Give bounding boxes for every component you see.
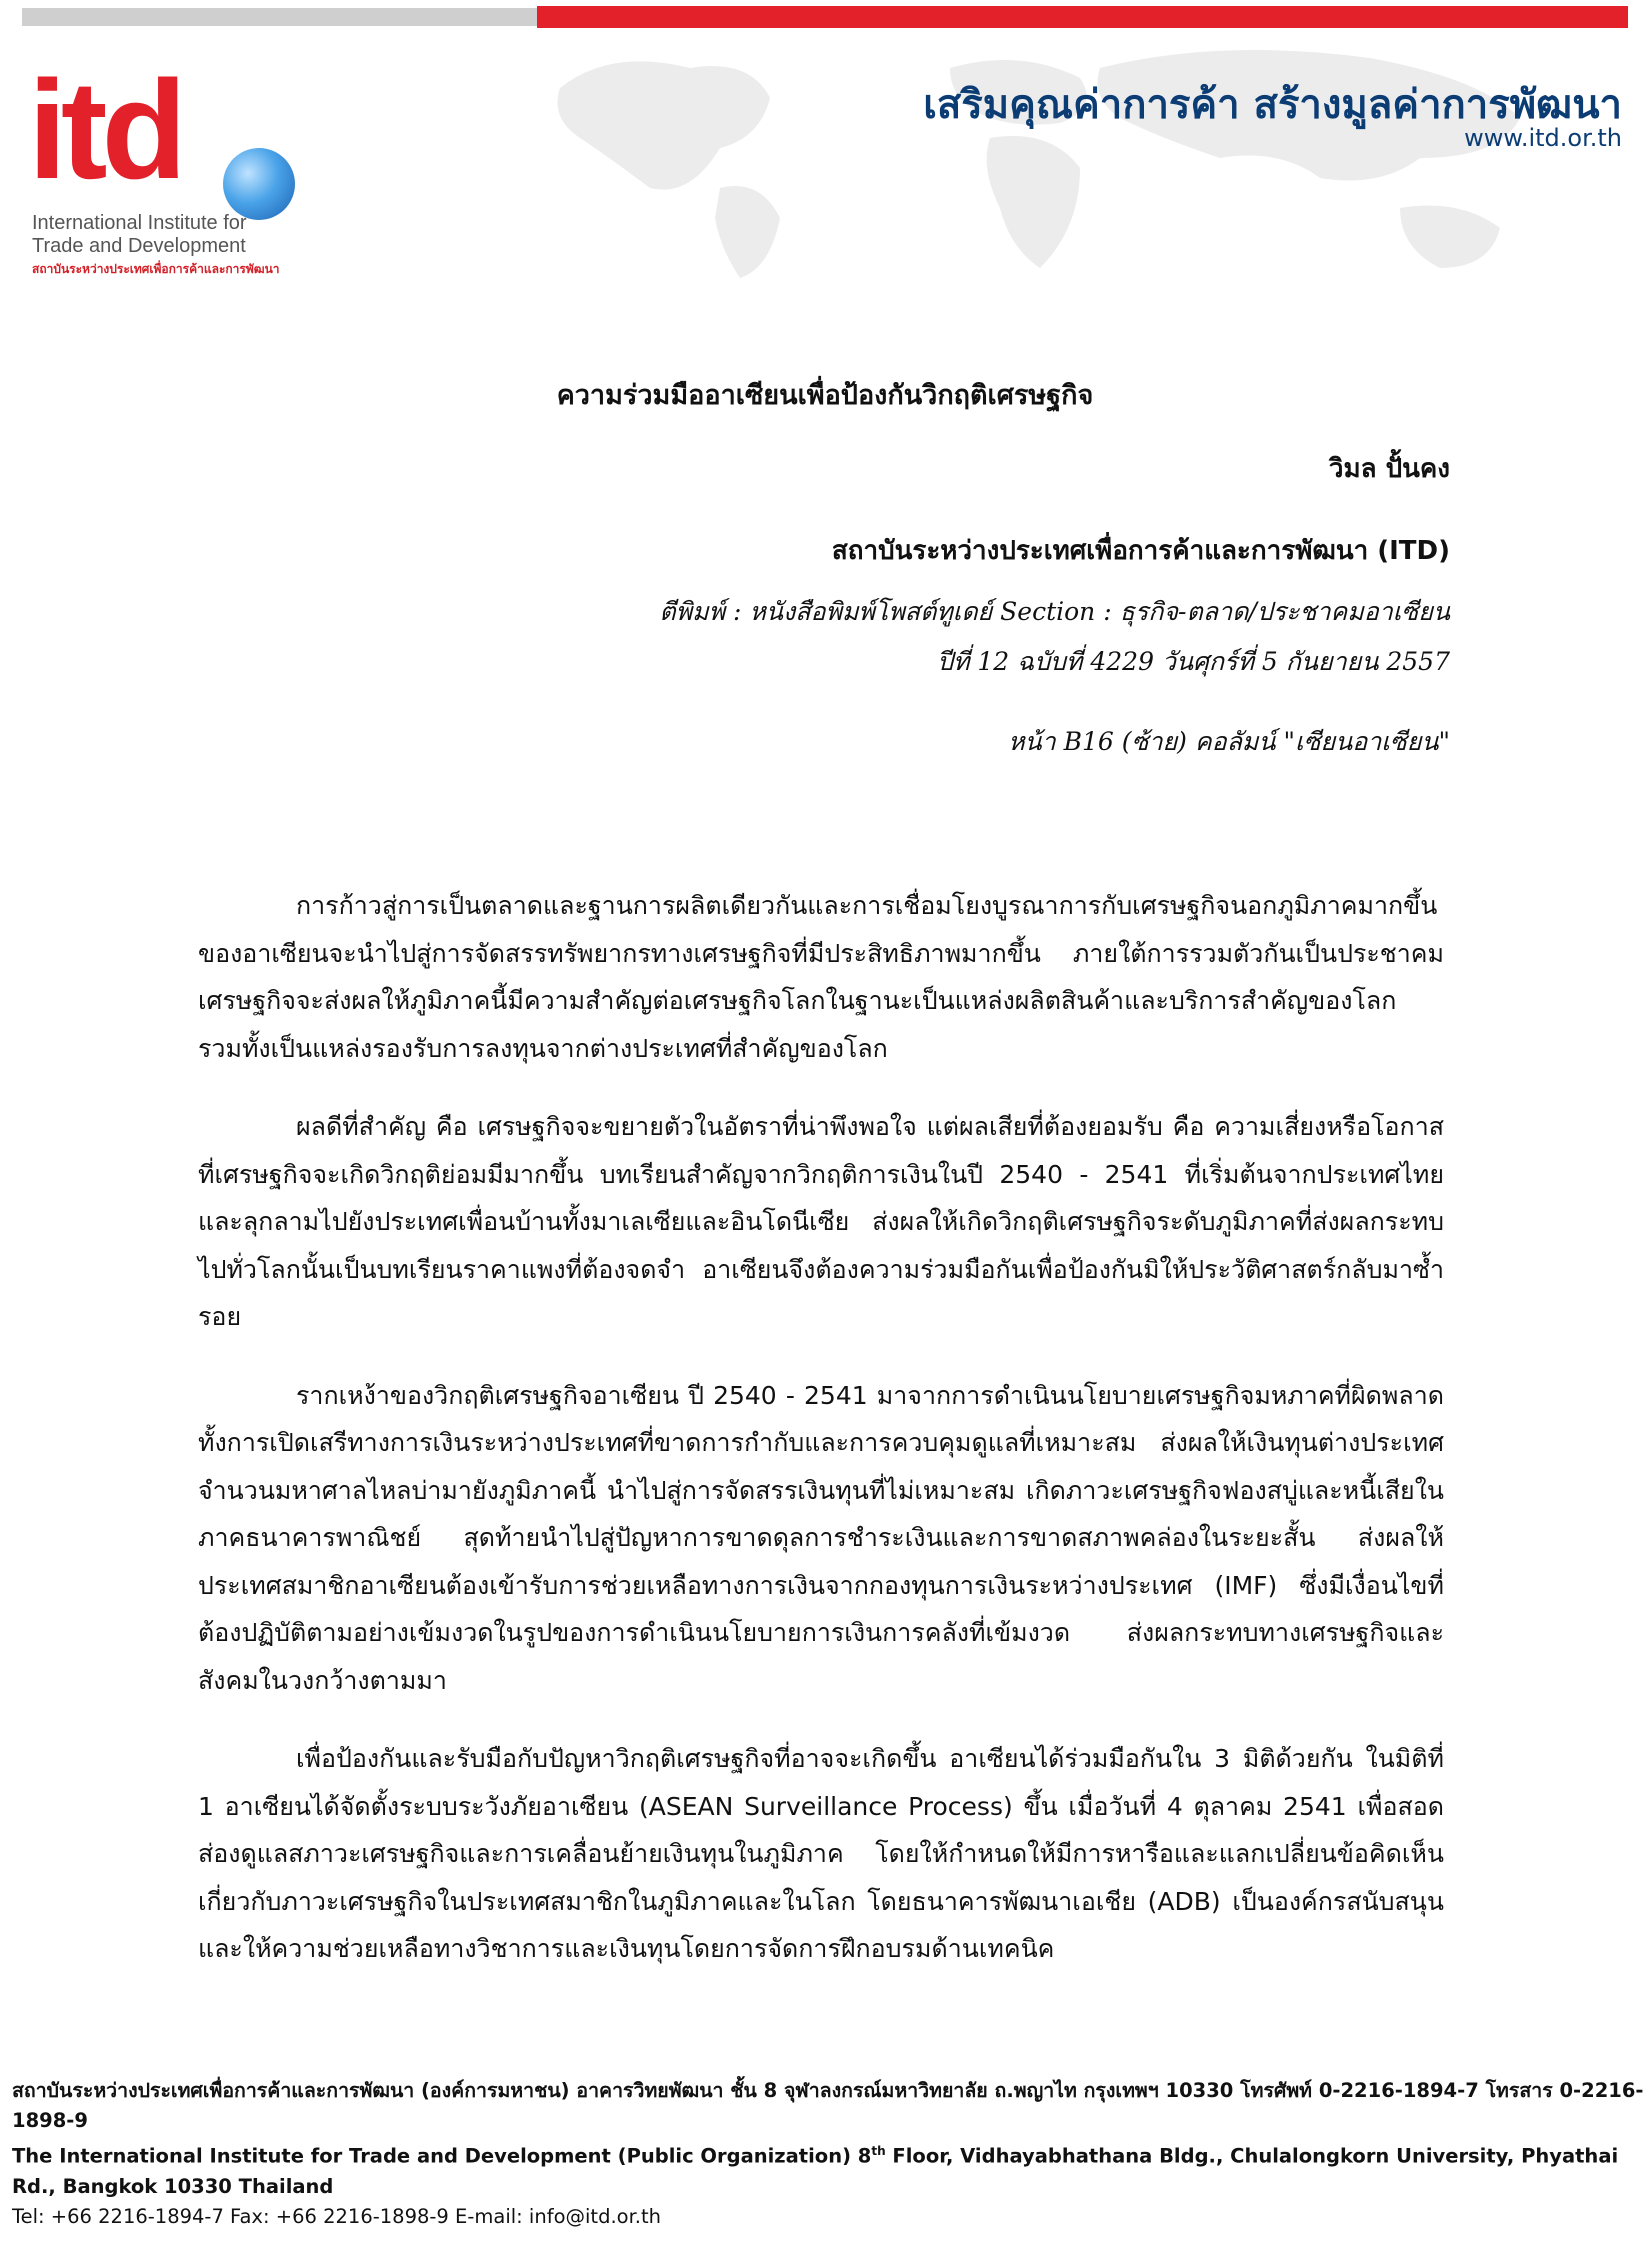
page-footer bbox=[12, 2076, 1650, 2232]
publication-line-2: ปีที่ 12 ฉบับที่ 4229 วันศุกร์ที่ 5 กันยายน 2557 bbox=[937, 647, 1450, 676]
article-title: ความร่วมมืออาเซียนเพื่อป้องกันวิกฤติเศรษฐกิจ bbox=[556, 380, 1094, 411]
header-red-bar bbox=[537, 6, 1628, 28]
paragraph: รากเหง้าของวิกฤติเศรษฐกิจอาเซียน ปี 2540 - 2541 มาจากการดำเนินนโยบายเศรษฐกิจมหภาคที่ผิดพลาด ทั้งการเปิดเสรีทางการเงินระหว่างประเทศที่ขาดการกำกับและการควบคุมดูแลที่เหมาะสม ส่งผลให้เงินทุนต่างประเทศจำนวนมหาศาลไหลบ่ามายังภูมิภาคนี้ นำไปสู่การจัดสรรเงินทุนที่ไม่เหมาะสม เกิดภาวะเศรษฐกิจฟองสบู่และหนี้เสียในภาคธนาคารพาณิชย์ สุดท้ายนำไปสู่ปัญหาการขาดดุลการชำระเงินและการขาดสภาพคล่องในระยะสั้น ส่งผลให้ประเทศสมาชิกอาเซียนต้องเข้ารับการช่วยเหลือทางการเงินจากกองทุนการเงินระหว่างประเทศ (IMF) ซึ่งมีเงื่อนไขที่ต้องปฏิบัติตามอย่างเข้มงวดในรูปของการดำเนินนโยบายการเงินการคลังที่เข้มงวด ส่งผลกระทบทางเศรษฐกิจและสังคมในวงกว้างตามมา bbox=[198, 1380, 1444, 1695]
paragraph: ผลดีที่สำคัญ คือ เศรษฐกิจจะขยายตัวในอัตราที่น่าพึงพอใจ แต่ผลเสียที่ต้องยอมรับ คือ ความเสี่ยงหรือโอกาสที่เศรษฐกิจจะเกิดวิกฤติย่อมมีมากขึ้น บทเรียนสำคัญจากวิกฤติการเงินในปี 2540 - 2541 ที่เริ่มต้นจากประเทศไทยและลุกลามไปยังประเทศเพื่อนบ้านทั้งมาเลเซียและอินโดนีเซีย ส่งผลให้เกิดวิกฤติเศรษฐกิจระดับภูมิภาคที่ส่งผลกระทบไปทั่วโลกนั้นเป็นบทเรียนราคาแพงที่ต้องจดจำ อาเซียนจึงต้องความร่วมมือกันเพื่อป้องกันมิให้ประวัติศาสตร์กลับมาซ้ำรอย bbox=[198, 1112, 1444, 1331]
logo-subtitle-en-2: Trade and Development bbox=[32, 235, 246, 257]
header-slogan: เสริมคุณค่าการค้า สร้างมูลค่าการพัฒนา bbox=[923, 82, 1622, 128]
globe-icon bbox=[223, 148, 295, 220]
logo-subtitle-en-1: International Institute for bbox=[32, 212, 247, 234]
logo-wordmark: itd bbox=[28, 51, 182, 208]
paragraph: เพื่อป้องกันและรับมือกับปัญหาวิกฤติเศรษฐกิจที่อาจจะเกิดขึ้น อาเซียนได้ร่วมมือกันใน 3 มิติด้วยกัน ในมิติที่ 1 อาเซียนได้จัดตั้งระบบระวังภัยอาเซียน (ASEAN Surveillance Process) ขึ้น เมื่อวันที่ 4 ตุลาคม 2541 เพื่อสอดส่องดูแลสภาวะเศรษฐกิจและการเคลื่อนย้ายเงินทุนในภูมิภาค โดยให้กำหนดให้มีการหารือและแลกเปลี่ยนข้อคิดเห็นเกี่ยวกับภาวะเศรษฐกิจในประเทศสมาชิกในภูมิภาคและในโลก โดยธนาคารพัฒนาเอเชีย (ADB) เป็นองค์กรสนับสนุนและให้ความช่วยเหลือทางวิชาการและเงินทุนโดยการจัดการฝึกอบรมด้านเทคนิค bbox=[198, 1744, 1444, 1963]
footer-address-th: สถาบันระหว่างประเทศเพื่อการค้าและการพัฒนา (องค์การมหาชน) อาคารวิทยพัฒนา ชั้น 8 จุฬาลงกรณ์มหาวิทยาลัย ถ.พญาไท กรุงเทพฯ 10330 โทรศัพท์ 0-2216-1894-7 โทรสาร 0-2216-1898-9 bbox=[12, 2079, 1644, 2132]
article-affiliation: สถาบันระหว่างประเทศเพื่อการค้าและการพัฒนา (ITD) bbox=[831, 536, 1450, 566]
header-website: www.itd.or.th bbox=[1464, 124, 1622, 152]
article-body bbox=[198, 882, 1444, 2004]
publication-line-3: หน้า B16 (ซ้าย) คอลัมน์ "เซียนอาเซียน" bbox=[1008, 727, 1450, 756]
world-map-watermark bbox=[520, 28, 1620, 288]
publication-line-1: ตีพิมพ์ : หนังสือพิมพ์โพสต์ทูเดย์ Section : ธุรกิจ-ตลาด/ประชาคมอาเซียน bbox=[659, 597, 1450, 626]
footer-contact: Tel: +66 2216-1894-7 Fax: +66 2216-1898-9 E-mail: info@itd.or.th bbox=[12, 2204, 662, 2228]
footer-address-en: The International Institute for Trade and Development (Public Organization) 8th Floor, Vidhayabhathana Bldg., Chulalongkorn University, Phyathai Rd., Bangkok 10330 Thailand bbox=[12, 2144, 1619, 2198]
article-author: วิมล ปั้นคง bbox=[1328, 454, 1450, 484]
itd-logo bbox=[28, 51, 298, 280]
paragraph: การก้าวสู่การเป็นตลาดและฐานการผลิตเดียวกันและการเชื่อมโยงบูรณาการกับเศรษฐกิจนอกภูมิภาคมากขึ้นของอาเซียนจะนำไปสู่การจัดสรรทรัพยากรทางเศรษฐกิจที่มีประสิทธิภาพมากขึ้น ภายใต้การรวมตัวกันเป็นประชาคมเศรษฐกิจจะส่งผลให้ภูมิภาคนี้มีความสำคัญต่อเศรษฐกิจโลกในฐานะเป็นแหล่งผลิตสินค้าและบริการสำคัญของโลก รวมทั้งเป็นแหล่งรองรับการลงทุนจากต่างประเทศที่สำคัญของโลก bbox=[198, 891, 1444, 1063]
logo-subtitle-th: สถาบันระหว่างประเทศเพื่อการค้าและการพัฒนา bbox=[32, 262, 280, 276]
header-gray-bar bbox=[22, 8, 537, 26]
